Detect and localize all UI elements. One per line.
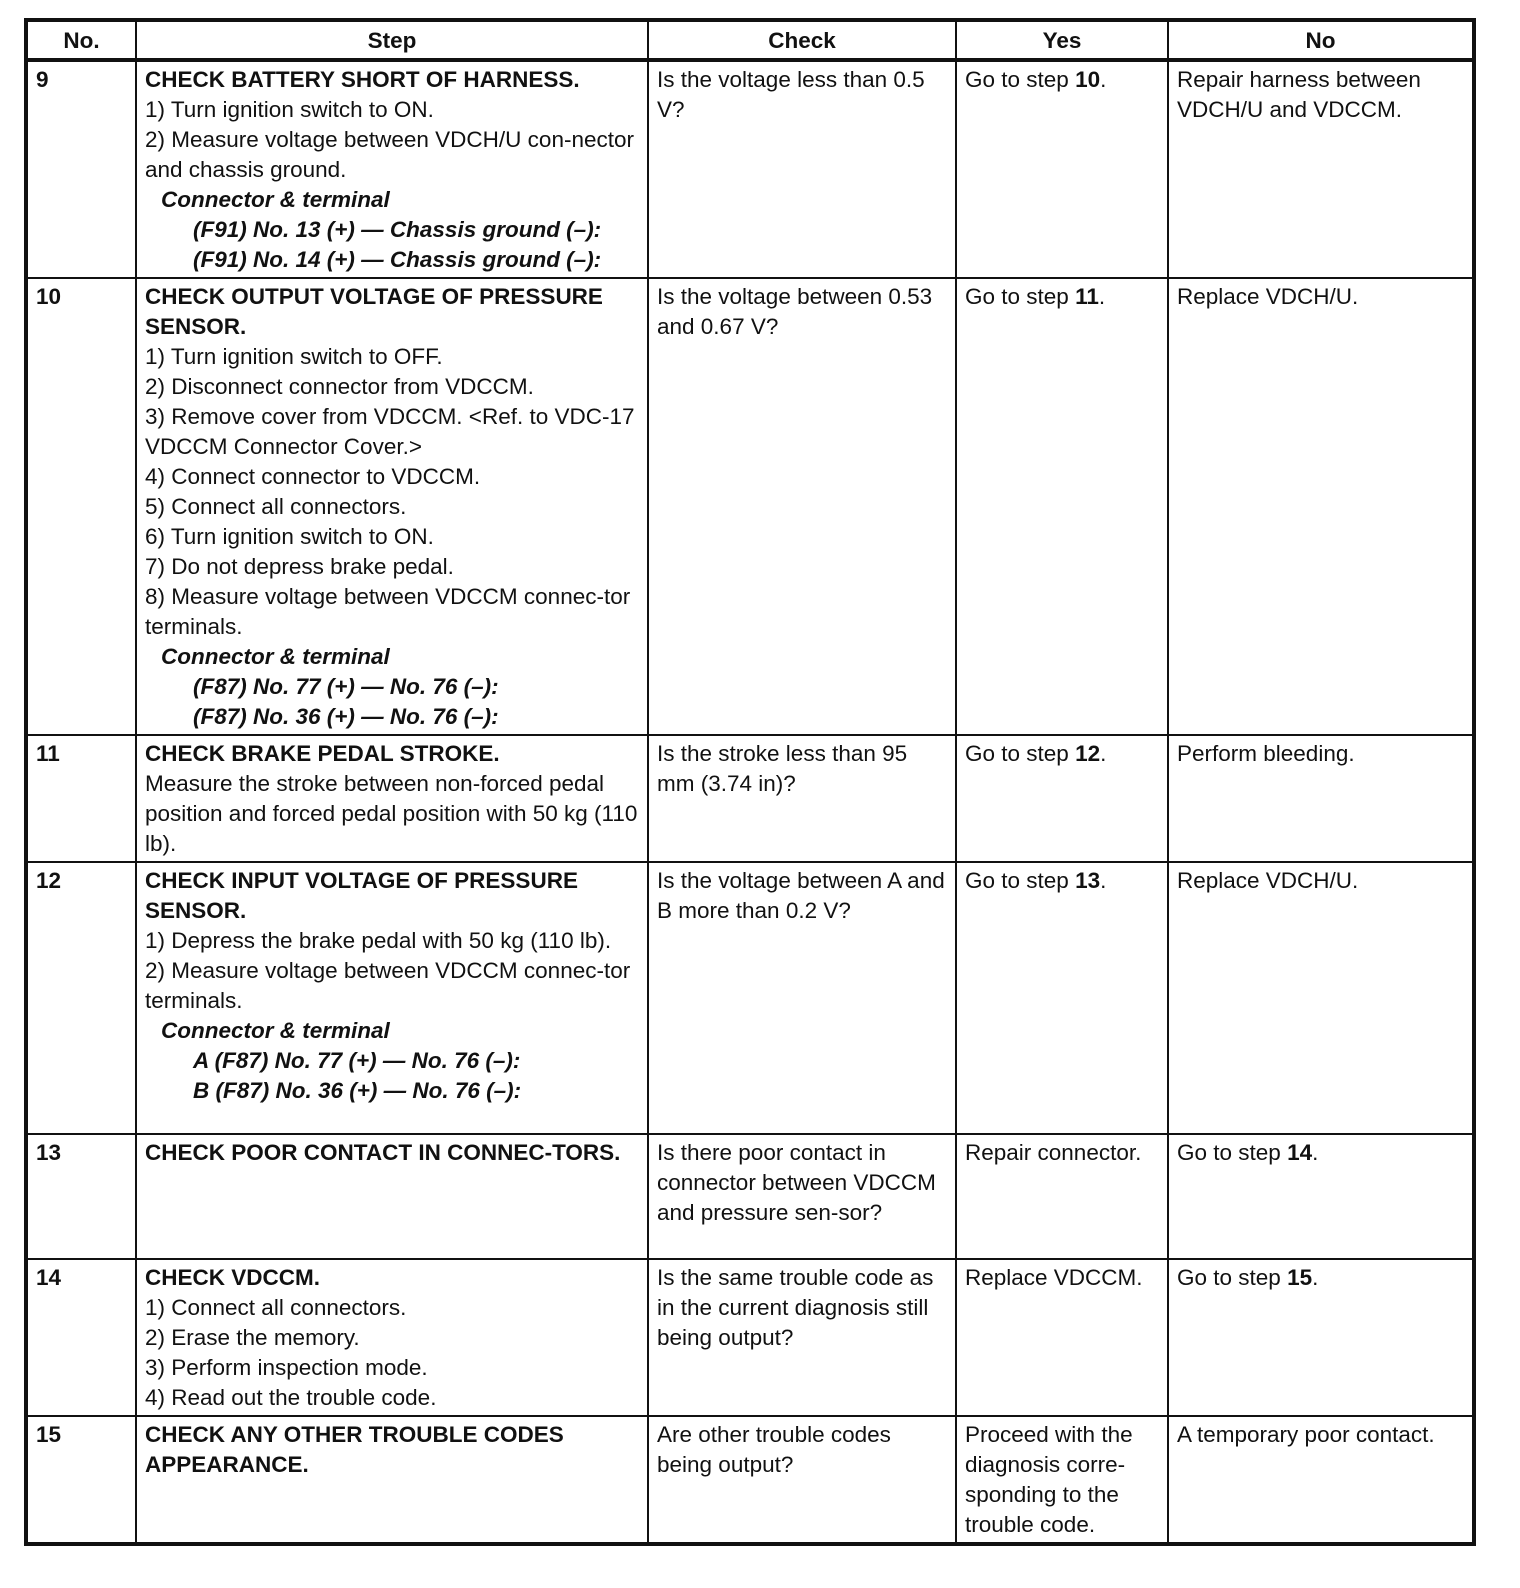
connector-heading: Connector & terminal [161, 187, 390, 212]
step-line: Measure the stroke between non-forced pedal position and forced pedal position with 50 kg (110 lb). [145, 771, 638, 856]
step-number: 14 [26, 1259, 136, 1416]
table-row [26, 1259, 1474, 1416]
connector-line: (F87) No. 77 (+) — No. 76 (–): [193, 674, 499, 699]
step-title: CHECK POOR CONTACT IN CONNEC-TORS. [145, 1140, 621, 1165]
yes-suffix: . [1098, 284, 1106, 309]
yes-cell [956, 278, 1168, 735]
no-cell: Repair harness between VDCH/U and VDCCM. [1168, 60, 1474, 278]
yes-cell: Replace VDCCM. [956, 1259, 1168, 1416]
step-line: 1) Turn ignition switch to OFF. [145, 344, 443, 369]
step-line: 1) Turn ignition switch to ON. [145, 97, 434, 122]
step-line: 3) Remove cover from VDCCM. <Ref. to VDC-17 VDCCM Connector Cover.> [145, 404, 635, 459]
table-row [26, 60, 1474, 278]
connector-heading: Connector & terminal [161, 1018, 390, 1043]
step-number: 9 [26, 60, 136, 278]
step-line: 1) Depress the brake pedal with 50 kg (110 lb). [145, 928, 612, 953]
no-suffix: . [1312, 1265, 1319, 1290]
step-title: CHECK VDCCM. [145, 1265, 321, 1290]
diagnosis-table [24, 18, 1476, 1546]
table-row [26, 278, 1474, 735]
no-suffix: . [1312, 1140, 1319, 1165]
step-cell [136, 278, 648, 735]
step-line: 4) Read out the trouble code. [145, 1385, 437, 1410]
connector-line: (F87) No. 36 (+) — No. 76 (–): [193, 704, 499, 729]
step-line: 6) Turn ignition switch to ON. [145, 524, 434, 549]
step-line: 2) Erase the memory. [145, 1325, 360, 1350]
step-line: 7) Do not depress brake pedal. [145, 554, 454, 579]
no-cell [1168, 1134, 1474, 1259]
step-title: CHECK ANY OTHER TROUBLE CODES APPEARANCE. [145, 1422, 564, 1477]
yes-prefix: Go to step [965, 67, 1076, 92]
step-title: CHECK BATTERY SHORT OF HARNESS. [145, 67, 580, 92]
header-yes: Yes [956, 20, 1168, 60]
yes-cell: Proceed with the diagnosis corre-sponding to the trouble code. [956, 1416, 1168, 1544]
yes-step-ref: 11 [1075, 284, 1099, 309]
step-title: CHECK BRAKE PEDAL STROKE. [145, 741, 500, 766]
yes-suffix: . [1100, 67, 1107, 92]
step-title: CHECK INPUT VOLTAGE OF PRESSURE SENSOR. [145, 868, 578, 923]
no-cell: Perform bleeding. [1168, 735, 1474, 862]
step-line: 4) Connect connector to VDCCM. [145, 464, 481, 489]
step-line: 1) Connect all connectors. [145, 1295, 407, 1320]
step-number: 13 [26, 1134, 136, 1259]
step-cell [136, 1134, 648, 1259]
step-line: 3) Perform inspection mode. [145, 1355, 428, 1380]
yes-prefix: Go to step [965, 284, 1076, 309]
connector-heading: Connector & terminal [161, 644, 390, 669]
yes-suffix: . [1100, 868, 1107, 893]
yes-step-ref: 10 [1075, 67, 1101, 92]
header-row [26, 20, 1474, 60]
check-cell: Is the voltage between 0.53 and 0.67 V? [648, 278, 956, 735]
table-row [26, 735, 1474, 862]
yes-prefix: Go to step [965, 868, 1076, 893]
table-row [26, 1134, 1474, 1259]
yes-step-ref: 13 [1075, 868, 1101, 893]
step-line: 2) Measure voltage between VDCH/U con-nector and chassis ground. [145, 127, 634, 182]
step-line: 2) Measure voltage between VDCCM connec-tor terminals. [145, 958, 631, 1013]
yes-cell [956, 60, 1168, 278]
yes-suffix: . [1100, 741, 1107, 766]
yes-step-ref: 12 [1075, 741, 1101, 766]
step-line: 5) Connect all connectors. [145, 494, 407, 519]
check-cell: Is the same trouble code as in the current diagnosis still being output? [648, 1259, 956, 1416]
step-number: 15 [26, 1416, 136, 1544]
connector-line: B (F87) No. 36 (+) — No. 76 (–): [193, 1078, 522, 1103]
header-check: Check [648, 20, 956, 60]
step-cell [136, 1259, 648, 1416]
step-number: 10 [26, 278, 136, 735]
connector-line: (F91) No. 14 (+) — Chassis ground (–): [193, 247, 602, 272]
no-cell: A temporary poor contact. [1168, 1416, 1474, 1544]
step-cell [136, 1416, 648, 1544]
step-cell [136, 735, 648, 862]
table-row [26, 1416, 1474, 1544]
check-cell: Is the voltage between A and B more than 0.2 V? [648, 862, 956, 1134]
no-prefix: Go to step [1177, 1140, 1288, 1165]
no-cell: Replace VDCH/U. [1168, 278, 1474, 735]
header-no-result: No [1168, 20, 1474, 60]
step-title: CHECK OUTPUT VOLTAGE OF PRESSURE SENSOR. [145, 284, 603, 339]
step-cell [136, 60, 648, 278]
yes-cell [956, 735, 1168, 862]
no-cell [1168, 1259, 1474, 1416]
step-line: 8) Measure voltage between VDCCM connec-tor terminals. [145, 584, 631, 639]
no-step-ref: 14 [1287, 1140, 1313, 1165]
no-step-ref: 15 [1287, 1265, 1313, 1290]
check-cell: Are other trouble codes being output? [648, 1416, 956, 1544]
connector-line: A (F87) No. 77 (+) — No. 76 (–): [193, 1048, 521, 1073]
step-number: 12 [26, 862, 136, 1134]
check-cell: Is the voltage less than 0.5 V? [648, 60, 956, 278]
connector-line: (F91) No. 13 (+) — Chassis ground (–): [193, 217, 602, 242]
yes-prefix: Go to step [965, 741, 1076, 766]
no-cell: Replace VDCH/U. [1168, 862, 1474, 1134]
yes-cell: Repair connector. [956, 1134, 1168, 1259]
header-step: Step [136, 20, 648, 60]
check-cell: Is the stroke less than 95 mm (3.74 in)? [648, 735, 956, 862]
check-cell: Is there poor contact in connector between VDCCM and pressure sen-sor? [648, 1134, 956, 1259]
yes-cell [956, 862, 1168, 1134]
header-no: No. [26, 20, 136, 60]
no-prefix: Go to step [1177, 1265, 1288, 1290]
table-row [26, 862, 1474, 1134]
step-line: 2) Disconnect connector from VDCCM. [145, 374, 534, 399]
step-cell [136, 862, 648, 1134]
step-number: 11 [26, 735, 136, 862]
